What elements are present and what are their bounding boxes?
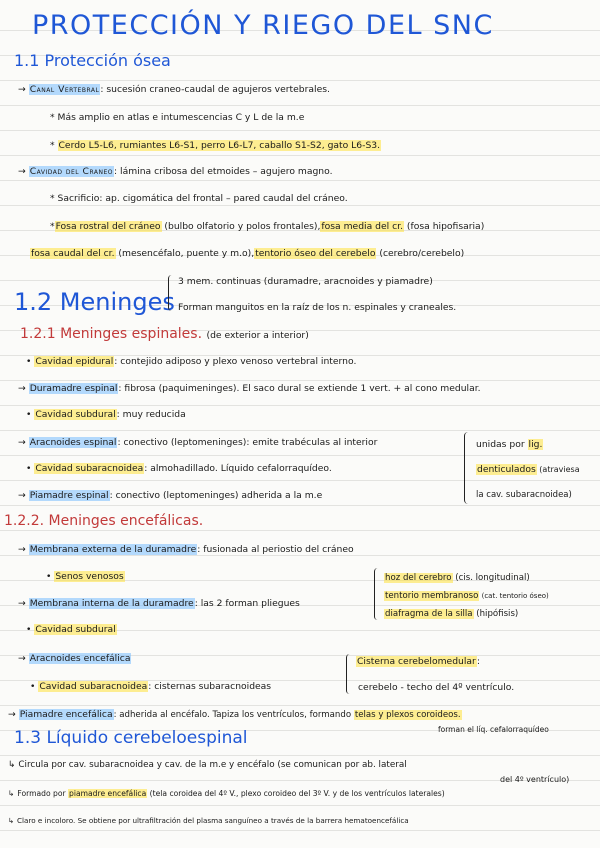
subsection-heading-1-2-1: 1.2.1 Meninges espinales. (de exterior a interior) [20, 326, 309, 342]
arrow-icon: → [18, 84, 26, 95]
brace-icon [464, 432, 472, 504]
cavidad-craneo-label: Cavidad del Craneo [29, 166, 113, 177]
piamadre-encefalica-line: → Piamadre encefálica: adherida al encéfalo. Tapiza los ventrículos, formando telas y plexos coroideos. [8, 709, 461, 720]
page-title: PROTECCIÓN Y RIEGO DEL SNC [32, 10, 494, 41]
bullet-icon: • [26, 624, 35, 635]
fosa-line-2: fosa caudal del cr. (mesencéfalo, puente y m.o),tentorio óseo del cerebelo (cerebro/cerebelo) [31, 248, 465, 259]
pliegue-hoz: hoz del cerebro (cis. longitudinal) [385, 573, 530, 583]
asterisk-icon: * [50, 221, 55, 232]
bullet-icon: • [30, 681, 39, 692]
canal-vertebral-line [18, 83, 330, 96]
cavidad-epidural-line: • Cavidad epidural: contejido adiposo y plexo venoso vertebral interno. [26, 356, 357, 367]
cavidad-subdural-enc-line: • Cavidad subdural [26, 624, 116, 635]
cavidad-subaracnoidea-enc-line: • Cavidad subaracnoidea: cisternas subaracnoideas [30, 681, 272, 692]
brace-icon [168, 275, 175, 311]
ligamentos-line-1: unidas por lig. [476, 439, 543, 450]
arrow-icon: ↳ [8, 789, 15, 798]
section-heading-1-3: 1.3 Líquido cerebeloespinal [14, 728, 248, 748]
fosa-line-1: *Fosa rostral del cráneo (bulbo olfatorio y polos frontales),fosa media del cr. (fosa hipofisaria) [50, 221, 485, 232]
meninges-desc-1: 3 mem. continuas (duramadre, aracnoides y piamadre) [178, 276, 433, 287]
membrana-externa-line: → Membrana externa de la duramadre: fusionada al periostio del cráneo [18, 544, 354, 555]
arrow-icon: ↳ [8, 760, 16, 770]
ligamentos-line-2: denticulados (atraviesa [477, 464, 580, 475]
arrow-icon: → [18, 653, 26, 664]
subsection-heading-1-2-2: 1.2.2. Meninges encefálicas. [4, 513, 204, 529]
canal-bullet-2: * Cerdo L5-L6, rumiantes L6-S1, perro L6-L7, caballo S1-S2, gato L6-S3. [50, 140, 381, 151]
arrow-icon: ↳ [8, 816, 15, 825]
pliegue-tentorio: tentorio membranoso (cat. tentorio óseo) [385, 591, 549, 601]
canal-vertebral-text: : sucesión craneo-caudal de agujeros vertebrales. [100, 84, 330, 95]
lcr-line-1: ↳ Circula por cav. subaracnoidea y cav. de la m.e y encéfalo (se comunican por ab. lateral [8, 760, 407, 770]
section-heading-1-1: 1.1 Protección ósea [14, 51, 171, 70]
aracnoides-encefalica-line: → Aracnoides encefálica [18, 653, 131, 664]
ligamentos-line-3: la cav. subaracnoidea) [476, 490, 572, 500]
lcr-line-1b: del 4º ventrículo) [500, 775, 570, 784]
asterisk-icon: * [50, 140, 58, 151]
cavidad-bullet-1: * Sacrificio: ap. cigomática del frontal – pared caudal del cráneo. [50, 193, 348, 204]
bullet-icon: • [26, 409, 35, 420]
arrow-icon: → [18, 490, 26, 501]
asterisk-icon: * [50, 193, 58, 204]
brace-icon [346, 654, 353, 694]
cavidad-craneo-text: : lámina cribosa del etmoides – agujero magno. [114, 166, 333, 177]
arrow-icon: → [18, 598, 26, 609]
duramadre-espinal-line: → Duramadre espinal: fibrosa (paquimeninges). El saco dural se extiende 1 vert. + al cono medular. [18, 383, 481, 394]
lcr-line-2: ↳ Formado por piamadre encefálica (tela coroidea del 4º V., plexo coroideo del 3º V. y de los ventrículos laterales) [8, 789, 445, 798]
bullet-icon: • [46, 571, 55, 582]
cisterna-line-2: cerebelo - techo del 4º ventrículo. [358, 682, 515, 693]
canal-vertebral-label: Canal Vertebral [29, 84, 100, 95]
arrow-icon: → [18, 544, 26, 555]
canal-bullet-1: * Más amplio en atlas e intumescencias C y L de la m.e [50, 112, 305, 123]
plexos-note: forman el líq. cefalorraquídeo [438, 725, 549, 734]
bullet-icon: • [26, 356, 35, 367]
asterisk-icon: * [50, 112, 58, 123]
arrow-icon: → [18, 437, 26, 448]
senos-venosos-line: • Senos venosos [46, 571, 124, 582]
arrow-icon: → [8, 709, 16, 720]
bullet-icon: • [26, 463, 35, 474]
brace-icon [374, 568, 381, 620]
piamadre-espinal-line: → Piamadre espinal: conectivo (leptomeninges) adherida a la m.e [18, 490, 323, 501]
lcr-line-3: ↳ Claro e incoloro. Se obtiene por ultrafiltración del plasma sanguíneo a través de la barrera hematoencefálica [8, 816, 409, 825]
section-heading-1-2: 1.2 Meninges [14, 288, 175, 316]
cavidad-subaracnoidea-line: • Cavidad subaracnoidea: almohadillado. Líquido cefalorraquídeo. [26, 463, 332, 474]
cavidad-subdural-line: • Cavidad subdural: muy reducida [26, 409, 186, 420]
cavidad-craneo-line [18, 165, 333, 178]
pliegue-diafragma: diafragma de la silla (hipófisis) [385, 609, 519, 619]
arrow-icon: → [18, 383, 26, 394]
aracnoides-espinal-line: → Aracnoides espinal: conectivo (leptomeninges): emite trabéculas al interior [18, 437, 378, 448]
cisterna-line-1: Cisterna cerebelomedular: [357, 656, 480, 667]
arrow-icon: → [18, 166, 26, 177]
meninges-desc-2: Forman manguitos en la raíz de los n. espinales y craneales. [178, 302, 457, 313]
membrana-interna-line: → Membrana interna de la duramadre: las 2 forman pliegues [18, 598, 300, 609]
